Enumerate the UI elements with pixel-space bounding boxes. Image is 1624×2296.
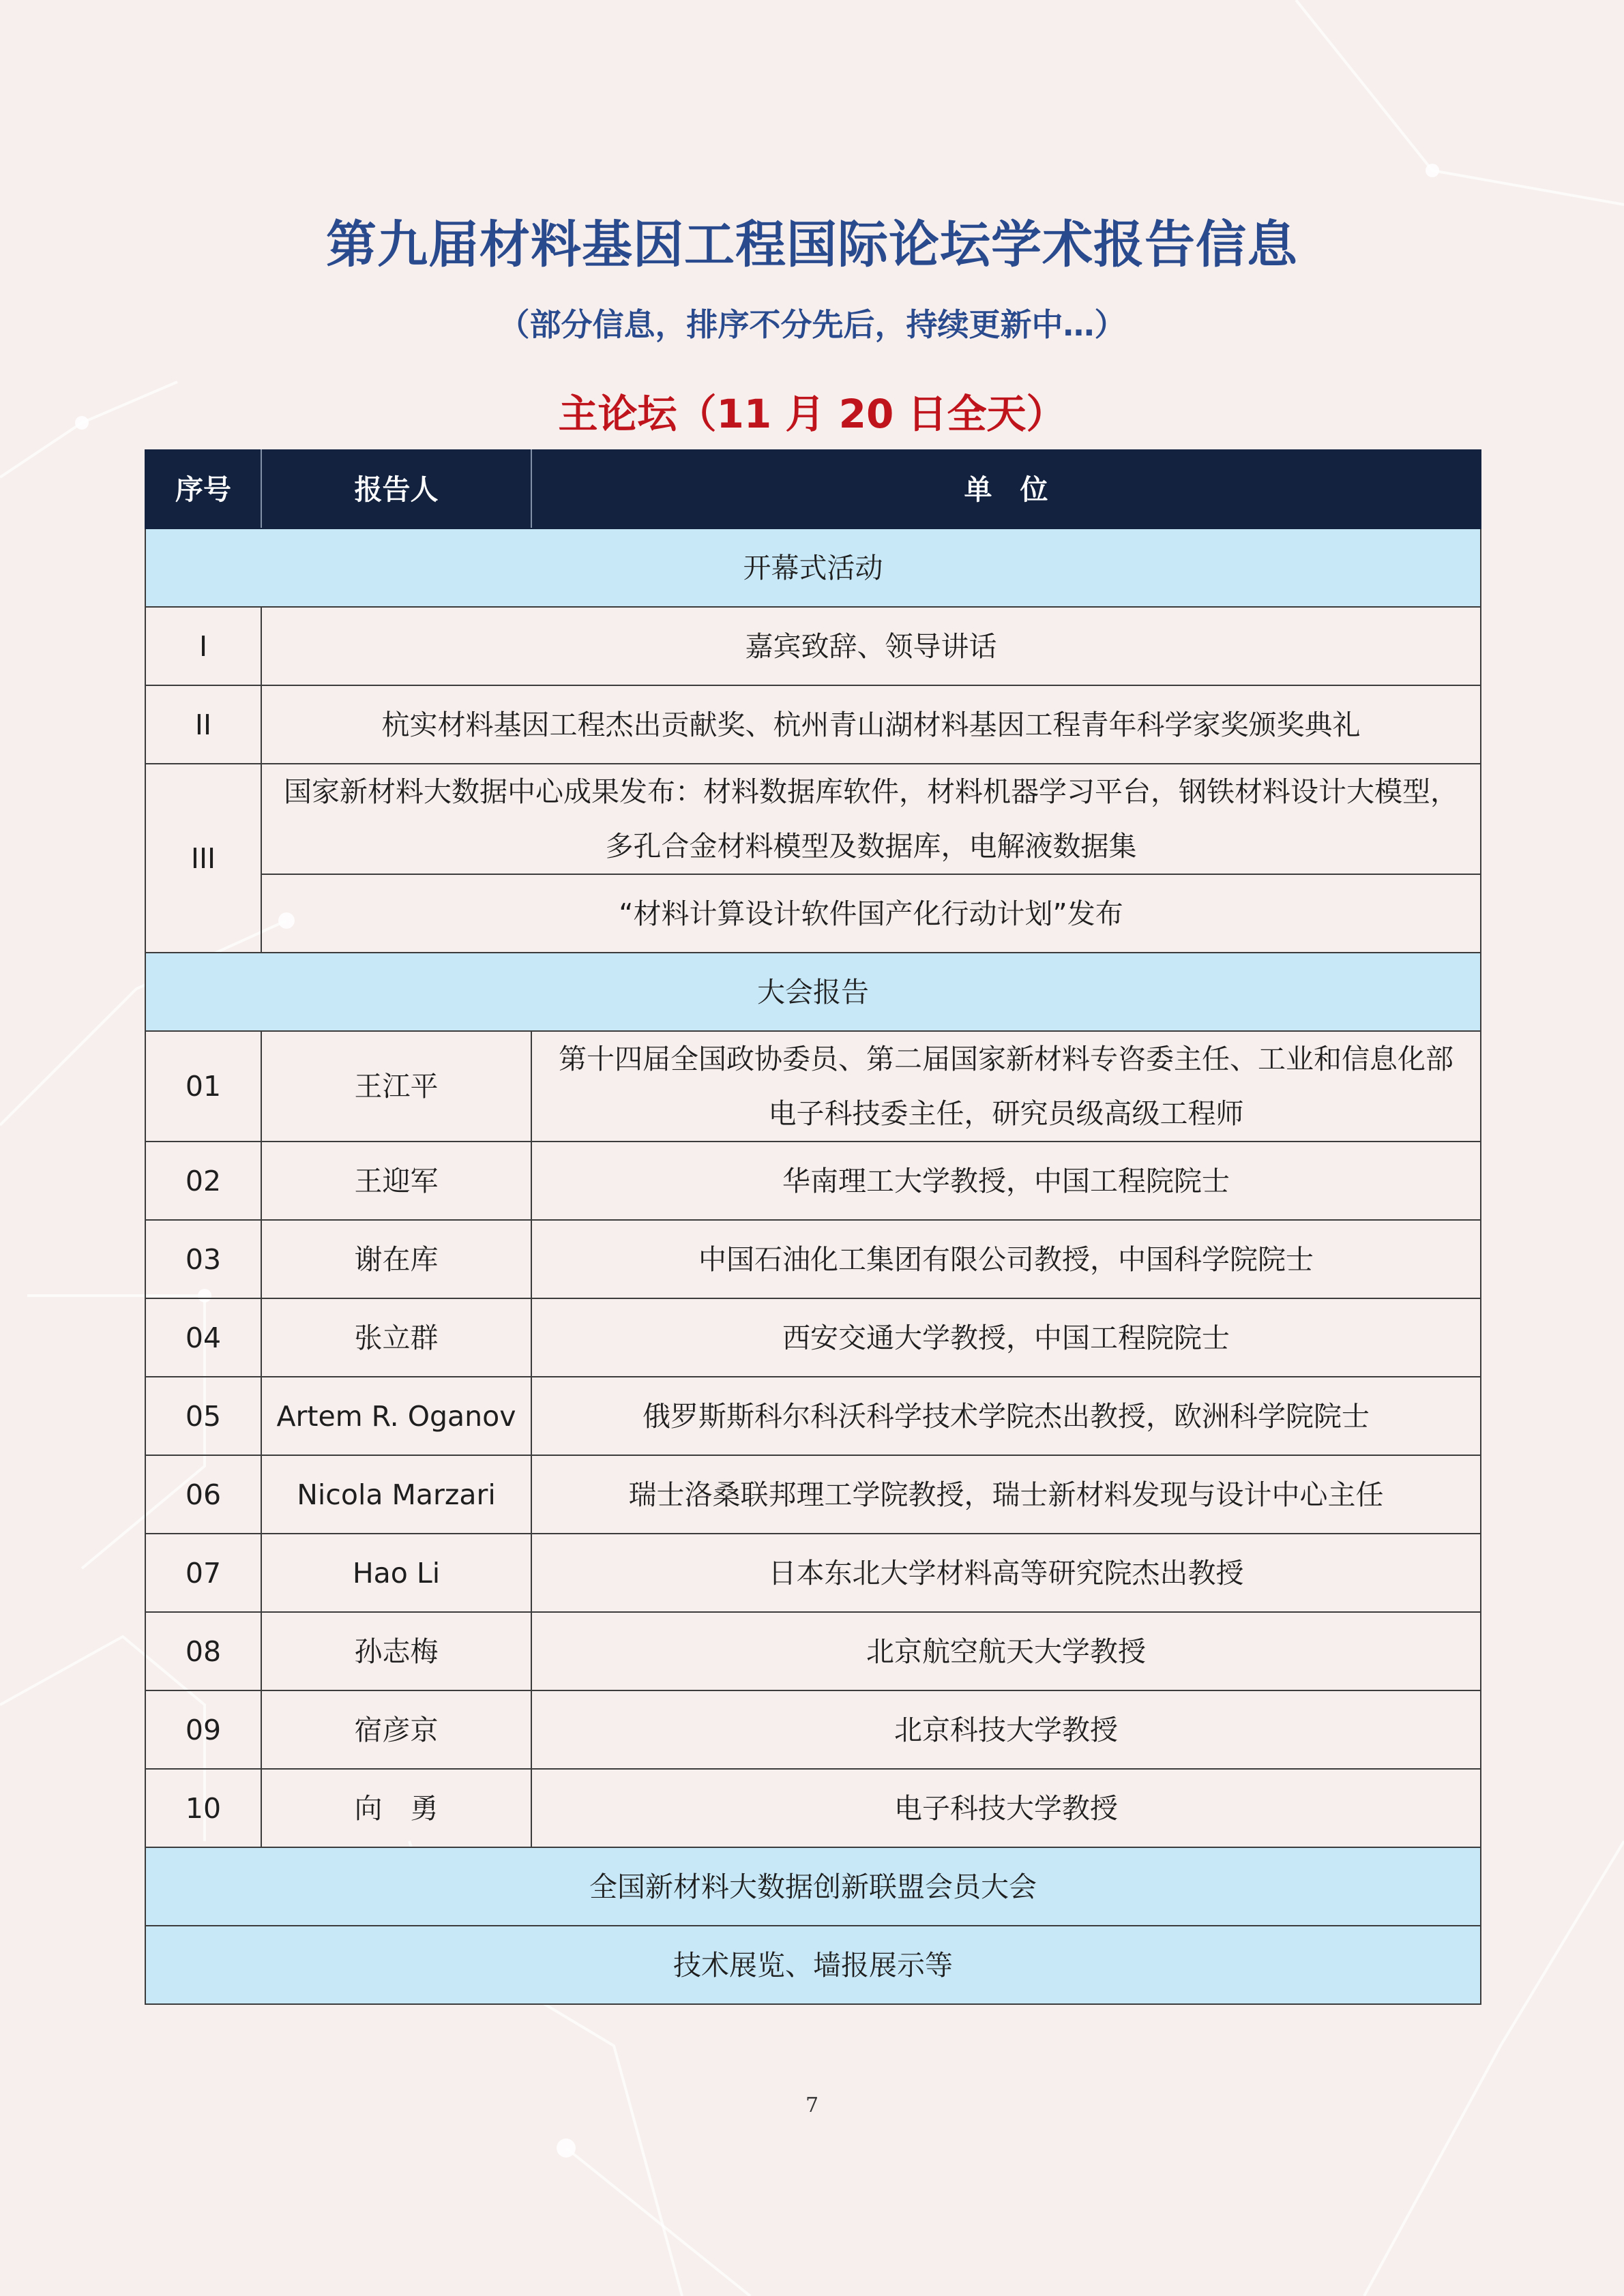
- table-row: [145, 1142, 1481, 1220]
- speaker-name: Hao Li: [261, 1534, 531, 1612]
- table-row: [145, 1690, 1481, 1769]
- affiliation: 华南理工大学教授，中国工程院院士: [531, 1142, 1481, 1220]
- text-line: 电子科技委主任，研究员级高级工程师: [768, 1097, 1244, 1130]
- opening-row: [145, 607, 1481, 685]
- affiliation: 日本东北大学材料高等研究院杰出教授: [531, 1534, 1481, 1612]
- table-row: [145, 1298, 1481, 1377]
- row-number: 05: [145, 1377, 261, 1455]
- row-number: II: [145, 685, 261, 764]
- opening-row: [145, 685, 1481, 764]
- page-subtitle: （部分信息，排序不分先后，持续更新中…）: [498, 306, 1126, 343]
- affiliation: 俄罗斯斯科尔科沃科学技术学院杰出教授，欧洲科学院院士: [531, 1377, 1481, 1455]
- table-row: [145, 1031, 1481, 1142]
- opening-item-text: 嘉宾致辞、领导讲话: [261, 607, 1481, 685]
- affiliation: 电子科技大学教授: [531, 1769, 1481, 1847]
- header-speaker: 报告人: [261, 450, 531, 528]
- row-number: 03: [145, 1220, 261, 1298]
- header-no: 序号: [145, 450, 261, 528]
- table-header-row: [145, 450, 1481, 528]
- affiliation: 北京科技大学教授: [531, 1690, 1481, 1769]
- row-number: 10: [145, 1769, 261, 1847]
- row-number: III: [145, 764, 261, 953]
- text-line: 国家新材料大数据中心成果发布：材料数据库软件，材料机器学习平台，钢铁材料设计大模型，: [284, 775, 1458, 808]
- section-label-exhibition: 技术展览、墙报展示等: [145, 1926, 1481, 2004]
- section-label-opening: 开幕式活动: [145, 528, 1481, 607]
- speaker-name: 谢在库: [261, 1220, 531, 1298]
- section-label-plenary: 大会报告: [145, 953, 1481, 1031]
- table-row: [145, 1220, 1481, 1298]
- section-row-assembly: [145, 1847, 1481, 1926]
- opening-row: [145, 764, 1481, 874]
- table-row: [145, 1612, 1481, 1690]
- row-number: 04: [145, 1298, 261, 1377]
- text-line: 多孔合金材料模型及数据库，电解液数据集: [605, 830, 1137, 863]
- opening-item-text: “材料计算设计软件国产化行动计划”发布: [261, 874, 1481, 953]
- speaker-name: 王迎军: [261, 1142, 531, 1220]
- table-row: [145, 1534, 1481, 1612]
- row-number: 01: [145, 1031, 261, 1142]
- speaker-name: 向 勇: [261, 1769, 531, 1847]
- section-row-opening: [145, 528, 1481, 607]
- affiliation: [531, 1031, 1481, 1142]
- affiliation: 中国石油化工集团有限公司教授，中国科学院院士: [531, 1220, 1481, 1298]
- table-row: [145, 1769, 1481, 1847]
- row-number: I: [145, 607, 261, 685]
- affiliation: 瑞士洛桑联邦理工学院教授，瑞士新材料发现与设计中心主任: [531, 1455, 1481, 1534]
- text-line: 第十四届全国政协委员、第二届国家新材料专咨委主任、工业和信息化部: [559, 1043, 1453, 1075]
- opening-row: [145, 874, 1481, 953]
- speaker-name: Artem R. Oganov: [261, 1377, 531, 1455]
- row-number: 08: [145, 1612, 261, 1690]
- speaker-name: 宿彦京: [261, 1690, 531, 1769]
- page-number: 7: [805, 2093, 819, 2117]
- row-number: 06: [145, 1455, 261, 1534]
- report-table: [145, 449, 1481, 2005]
- section-row-plenary: [145, 953, 1481, 1031]
- speaker-name: 孙志梅: [261, 1612, 531, 1690]
- row-number: 09: [145, 1690, 261, 1769]
- row-number: 02: [145, 1142, 261, 1220]
- speaker-name: Nicola Marzari: [261, 1455, 531, 1534]
- table-row: [145, 1455, 1481, 1534]
- row-number: 07: [145, 1534, 261, 1612]
- table-row: [145, 1377, 1481, 1455]
- header-affiliation: 单 位: [531, 450, 1481, 528]
- speaker-name: 张立群: [261, 1298, 531, 1377]
- affiliation: 西安交通大学教授，中国工程院院士: [531, 1298, 1481, 1377]
- opening-item-text: [261, 764, 1481, 874]
- page-title: 第九届材料基因工程国际论坛学术报告信息: [326, 215, 1298, 274]
- opening-item-text: 杭实材料基因工程杰出贡献奖、杭州青山湖材料基因工程青年科学家奖颁奖典礼: [261, 685, 1481, 764]
- section-title: 主论坛（11 月 20 日全天）: [558, 391, 1066, 437]
- section-label-assembly: 全国新材料大数据创新联盟会员大会: [145, 1847, 1481, 1926]
- section-row-exhibition: [145, 1926, 1481, 2004]
- affiliation: 北京航空航天大学教授: [531, 1612, 1481, 1690]
- speaker-name: 王江平: [261, 1031, 531, 1142]
